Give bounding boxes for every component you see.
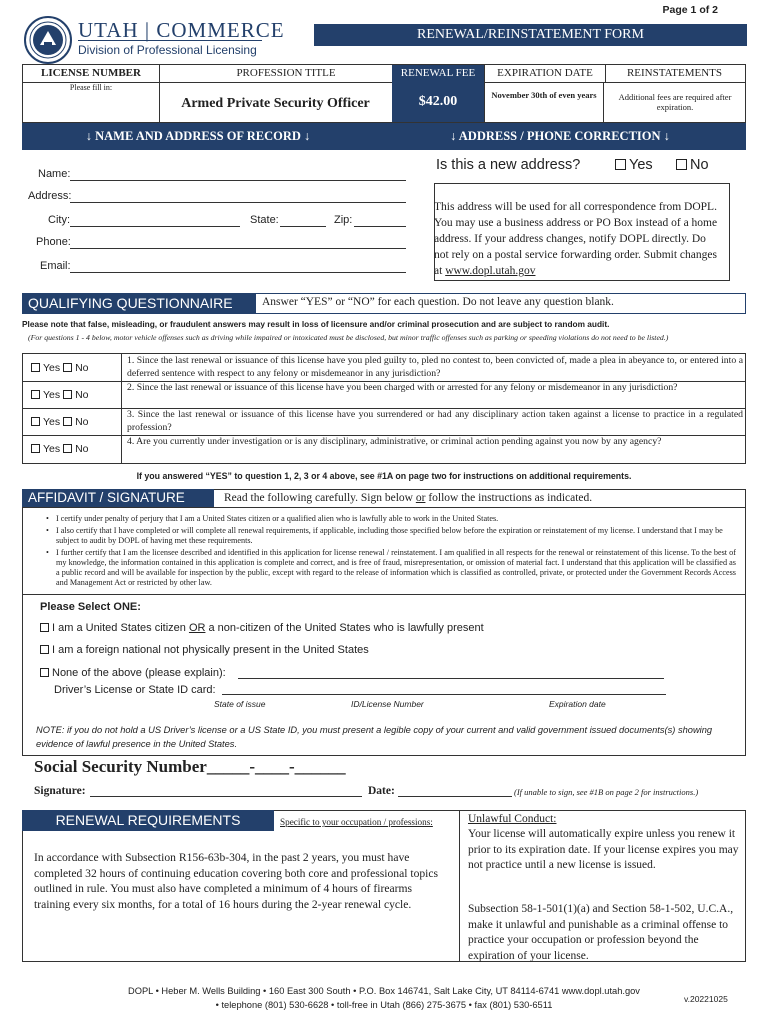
option-text: a non-citizen of the United States who is lawfully present bbox=[205, 622, 484, 634]
checkbox-icon bbox=[31, 417, 40, 426]
footer-contact: • telephone (801) 530-6628 • toll-free in Utah (866) 275-3675 • fax (801) 530-6511 bbox=[215, 1000, 553, 1010]
address-correction-banner: ↓ ADDRESS / PHONE CORRECTION ↓ bbox=[374, 123, 746, 150]
affidavit-divider bbox=[22, 507, 746, 508]
header-expiration-date: EXPIRATION DATE bbox=[484, 65, 606, 83]
bullet-icon: • bbox=[46, 514, 49, 523]
dl-label: Driver’s License or State ID card: bbox=[54, 684, 216, 696]
option-citizen[interactable] bbox=[40, 622, 484, 634]
new-address-question: Is this a new address? bbox=[436, 157, 581, 173]
questionnaire-note: (For questions 1 - 4 below, motor vehicle offenses such as driving while impaired or intoxicated must be disclosed, but minor traffic offenses such as parking or speeding violations do not need to be listed.) bbox=[28, 333, 669, 342]
questionnaire-footer: If you answered “YES” to question 1, 2, 3 or 4 above, see #1A on page two for instructions on additional requirements. bbox=[136, 471, 632, 481]
name-field[interactable] bbox=[70, 180, 406, 181]
ssn-divider bbox=[22, 755, 746, 756]
ssn-field[interactable]: Social Security Number_____-____-______ bbox=[34, 757, 346, 776]
page-number: Page 1 of 2 bbox=[662, 4, 718, 16]
reinstatements-value: Additional fees are required after expiration. bbox=[618, 92, 732, 112]
checkbox-icon bbox=[63, 363, 72, 372]
address-of-record bbox=[22, 150, 422, 290]
renewal-subtitle: Specific to your occupation / professions: bbox=[280, 817, 433, 827]
profession-value: Armed Private Security Officer bbox=[181, 96, 370, 111]
questionnaire-warning: Please note that false, misleading, or fraudulent answers may result in loss of licensure and/or criminal prosecution and are subject to random audit. bbox=[22, 319, 610, 329]
unlawful-text-2: Subsection 58-1-501(1)(a) and Section 58-1-502, U.C.A., make it unlawful and punishable as a criminal offense to practice your occupation or profession beyond the expiration of your license. bbox=[468, 903, 734, 962]
unable-to-sign-note: (If unable to sign, see #1B on page 2 for instructions.) bbox=[514, 787, 699, 797]
email-label: Email: bbox=[40, 260, 71, 272]
dl-expiration-caption: Expiration date bbox=[549, 699, 606, 709]
yes-label: Yes bbox=[43, 443, 61, 455]
q1-answer[interactable] bbox=[31, 362, 89, 374]
checkbox-icon bbox=[676, 159, 687, 170]
name-address-banner: ↓ NAME AND ADDRESS OF RECORD ↓ bbox=[22, 123, 374, 150]
option-text: I am a United States citizen bbox=[52, 622, 189, 634]
zip-field[interactable] bbox=[354, 226, 406, 227]
yes-label: Yes bbox=[629, 157, 653, 173]
no-label: No bbox=[75, 389, 89, 401]
checkbox-icon bbox=[31, 444, 40, 453]
state-label: State: bbox=[250, 214, 279, 226]
address-field[interactable] bbox=[70, 202, 406, 203]
address-notice-box bbox=[434, 183, 730, 281]
form-version: v.20221025 bbox=[684, 994, 728, 1004]
dl-field[interactable] bbox=[222, 694, 666, 695]
option-none[interactable] bbox=[40, 667, 226, 679]
checkbox-icon bbox=[63, 390, 72, 399]
agency-division: Division of Professional Licensing bbox=[78, 43, 257, 57]
unlawful-text-1: Your license will automatically expire unless you renew it prior to its expiration date. If your license expires you may not practice until a new license is issued. bbox=[468, 828, 739, 871]
checkbox-icon bbox=[63, 444, 72, 453]
dopl-website-link[interactable]: www.dopl.utah.gov bbox=[445, 265, 536, 277]
phone-label: Phone: bbox=[36, 236, 71, 248]
expiration-value: November 30th of even years bbox=[484, 82, 604, 122]
address-label: Address: bbox=[28, 190, 72, 202]
dl-state-caption: State of issue bbox=[214, 699, 266, 709]
lawful-presence-note: NOTE: if you do not hold a US Driver’s license or a US State ID, you must present a legible copy of your current and valid government issued documents(s) showing evidence of lawful presence in the United States. bbox=[36, 725, 713, 749]
signature-label: Signature: bbox=[34, 785, 86, 797]
state-field[interactable] bbox=[280, 226, 326, 227]
questionnaire-instruction: Answer “YES” or “NO” for each question. Do not leave any question blank. bbox=[262, 296, 614, 308]
phone-field[interactable] bbox=[70, 248, 406, 249]
option-text: None of the above (please explain): bbox=[52, 667, 226, 679]
dl-number-caption: ID/License Number bbox=[351, 699, 424, 709]
questionnaire-title: QUALIFYING QUESTIONNAIRE bbox=[22, 293, 256, 314]
checkbox-icon bbox=[31, 363, 40, 372]
new-address-yes[interactable] bbox=[615, 157, 653, 173]
no-label: No bbox=[75, 362, 89, 374]
zip-label: Zip: bbox=[334, 214, 353, 226]
option-or: OR bbox=[188, 622, 206, 634]
bullet-text: I further certify that I am the licensee described and identified in this application for license renewal / reinstatement. I am qualified in all respects for the renewal or reinstatement of this license. To the best of my knowledge, the information contained in this application is complete and correct, and is free of fraud, misrepresentation, or omission of material fact. I understand that this application will be classified as a public record and will be available for inspection by the public, except with regard to the release of information which is classified as controlled, private, or protected under the Government Records Access and Management Act or restricted by other law. bbox=[56, 548, 736, 587]
new-address-no[interactable] bbox=[676, 157, 709, 173]
question-4: 4. Are you currently under investigation or is any disciplinary, administrative, or criminal action pending against you now by any agency? bbox=[127, 436, 662, 447]
address-notice bbox=[434, 184, 729, 279]
bullet-text: I certify under penalty of perjury that I am a United States citizen or a qualified alien who is lawfully able to work in the United States. bbox=[56, 514, 499, 523]
city-label: City: bbox=[48, 214, 70, 226]
no-label: No bbox=[690, 157, 709, 173]
city-field[interactable] bbox=[70, 226, 240, 227]
affidavit-bullet-1 bbox=[46, 514, 736, 524]
affidavit-title: AFFIDAVIT / SIGNATURE bbox=[22, 489, 214, 507]
email-field[interactable] bbox=[70, 272, 406, 273]
header-license-number: LICENSE NUMBER bbox=[23, 65, 160, 83]
question-2: 2. Since the last renewal or issuance of this license have you been charged with or arrested for any felony or misdemeanor in any jurisdiction? bbox=[127, 382, 678, 393]
yes-label: Yes bbox=[43, 362, 61, 374]
option-text: I am a foreign national not physically present in the United States bbox=[52, 644, 369, 656]
checkbox-icon bbox=[63, 417, 72, 426]
license-number-hint: Please fill in: bbox=[69, 83, 113, 92]
checkbox-icon bbox=[31, 390, 40, 399]
checkbox-icon bbox=[40, 623, 49, 632]
renewal-title: RENEWAL REQUIREMENTS bbox=[22, 810, 274, 831]
select-one-label: Please Select ONE: bbox=[40, 601, 141, 613]
renewal-body: In accordance with Subsection R156-63b-304, in the past 2 years, you must have completed 32 hours of continuing education covering both core and professional topics outlined in rule. You must also have completed a minimum of 4 hours of firearms training every six months, for a total of 16 hours during the 2-year renewal cycle. bbox=[34, 851, 439, 911]
instruction-text: Read the following carefully. Sign below bbox=[224, 492, 416, 504]
option-foreign-national[interactable] bbox=[40, 644, 369, 656]
q2-answer[interactable] bbox=[31, 389, 89, 401]
utah-seal-icon bbox=[24, 16, 72, 64]
unlawful-title: Unlawful Conduct: bbox=[468, 813, 557, 825]
no-label: No bbox=[75, 416, 89, 428]
bullet-icon: • bbox=[46, 548, 49, 557]
affidavit-bullet-2 bbox=[46, 526, 736, 546]
no-label: No bbox=[75, 443, 89, 455]
q4-answer[interactable] bbox=[31, 443, 89, 455]
fee-value: $42.00 bbox=[392, 82, 484, 122]
affidavit-instruction bbox=[224, 492, 592, 504]
name-label: Name: bbox=[38, 168, 71, 180]
yes-label: Yes bbox=[43, 416, 61, 428]
checkbox-icon bbox=[615, 159, 626, 170]
header-reinstatements: REINSTATEMENTS bbox=[604, 65, 745, 83]
instruction-text: follow the instructions as indicated. bbox=[425, 492, 593, 504]
checkbox-icon bbox=[40, 645, 49, 654]
agency-name: UTAH | COMMERCE bbox=[78, 18, 285, 42]
form-title: RENEWAL/REINSTATEMENT FORM bbox=[314, 24, 747, 46]
explain-field[interactable] bbox=[238, 678, 664, 679]
header-renewal-fee: RENEWAL FEE bbox=[392, 65, 484, 82]
affidavit-bullet-3 bbox=[46, 548, 736, 588]
agency-divider bbox=[78, 40, 262, 41]
address-notice-text: This address will be used for all correspondence from DOPL. You may use a business address or PO Box instead of a home address. If your address changes, notify DOPL directly. Do not rely on a postal service forwarding order. Submit changes at bbox=[434, 201, 718, 277]
question-1: 1. Since the last renewal or issuance of this license have you pled guilty to, pled no contest to, been convicted of, made a plea in abeyance to, or entered into a deferred sentence with respect to any felony or misdemeanor in any jurisdiction? bbox=[127, 355, 743, 379]
question-3: 3. Since the last renewal or issuance of this license have you surrendered or had any disciplinary action taken against a license to practice in a regulated profession? bbox=[127, 409, 743, 433]
checkbox-icon bbox=[40, 668, 49, 677]
questions-table bbox=[22, 353, 746, 464]
q3-answer[interactable] bbox=[31, 416, 89, 428]
date-field[interactable] bbox=[398, 796, 512, 797]
footer-address: DOPL • Heber M. Wells Building • 160 East 300 South • P.O. Box 146741, Salt Lake City, UT 84114-6741 www.dopl.utah.gov bbox=[128, 986, 640, 996]
signature-field[interactable] bbox=[90, 796, 362, 797]
bullet-text: I also certify that I have completed or will complete all renewal requirements, if applicable, including those specified below before the expiration or reinstatement of my license. I understand that I may be subject to audit by DOPL of having met these requirements. bbox=[56, 526, 723, 545]
bullet-icon: • bbox=[46, 526, 49, 535]
license-number-field[interactable] bbox=[23, 83, 160, 122]
license-table bbox=[22, 64, 746, 123]
date-label: Date: bbox=[368, 785, 395, 797]
instruction-or: or bbox=[415, 492, 426, 504]
yes-label: Yes bbox=[43, 389, 61, 401]
header-profession-title: PROFESSION TITLE bbox=[159, 65, 414, 83]
